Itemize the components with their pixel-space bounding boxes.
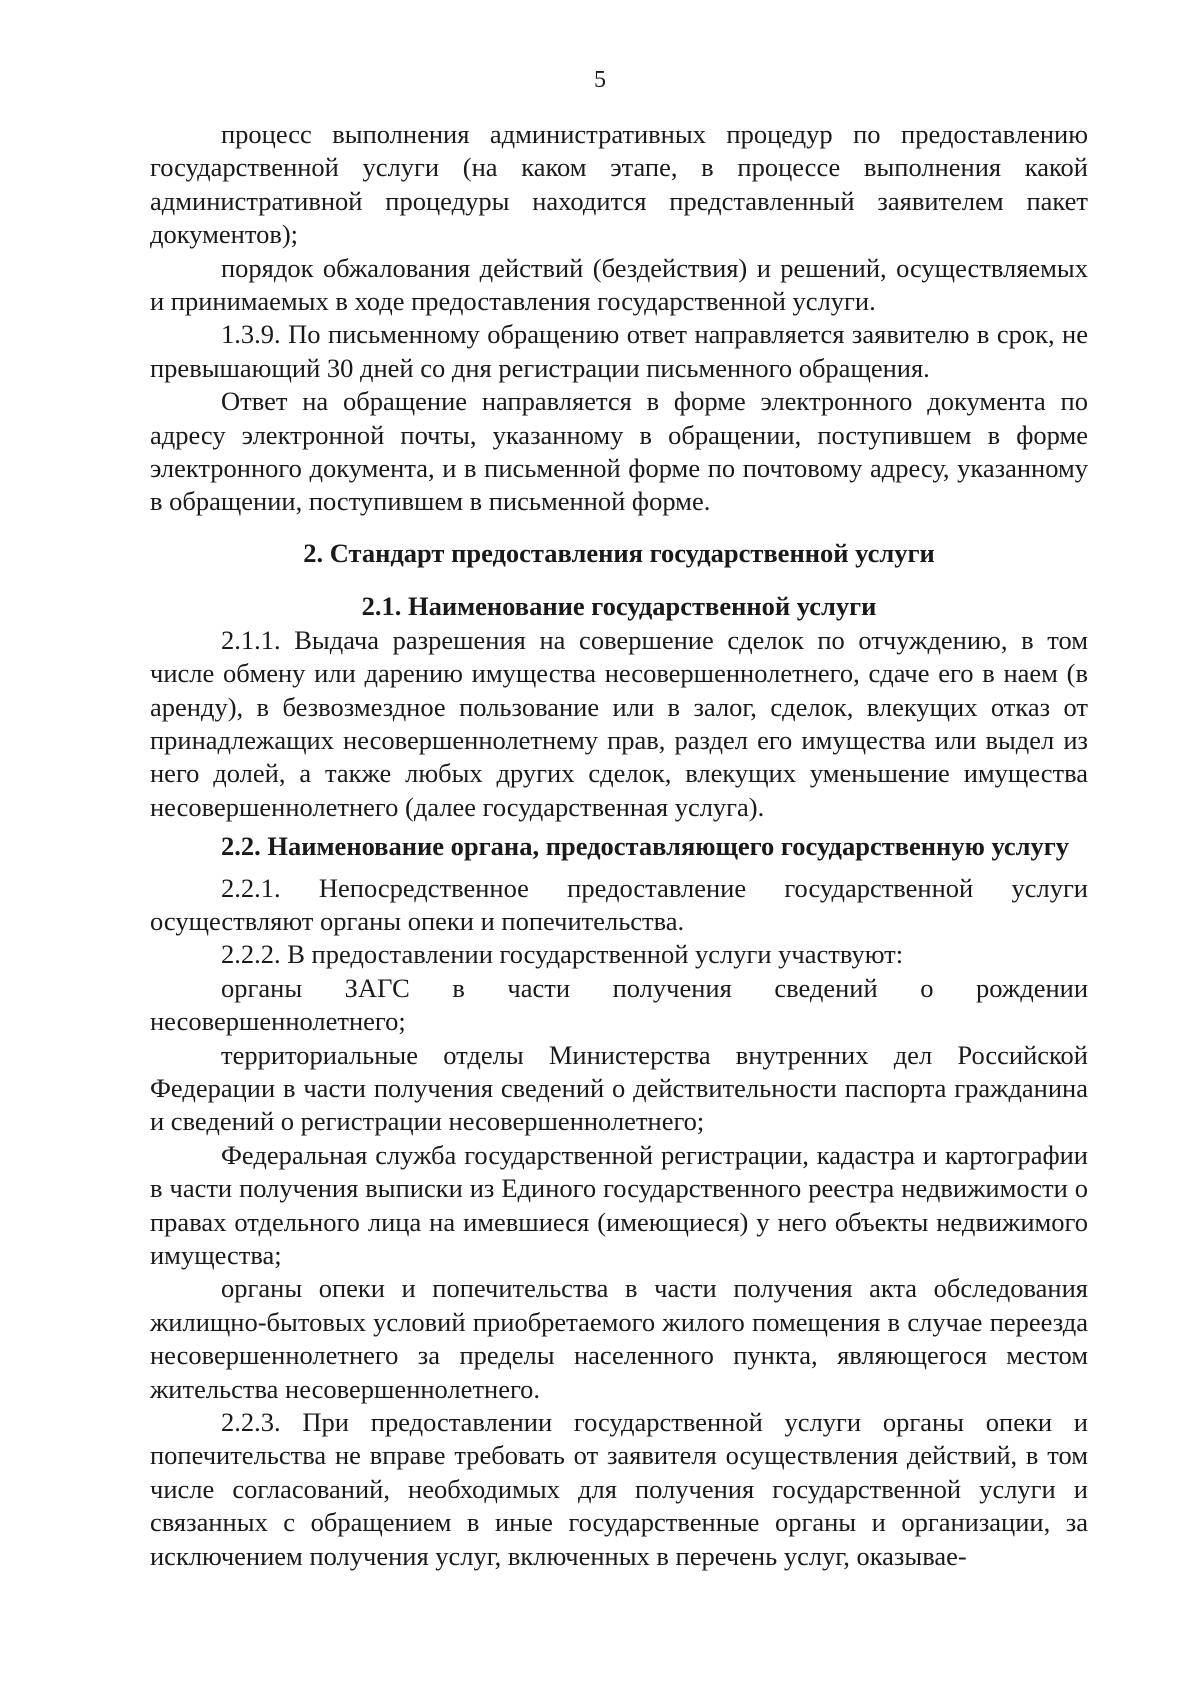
paragraph: процесс выполнения административных процедур по предоставлению государственной услуги (на каком этапе, в процессе выполнения какой административной процедуры находится представленный заявителем пакет документов); [150,119,1088,250]
paragraph: 2.2.1. Непосредственное предоставление государственной услуги осуществляют органы опеки и попечительства. [150,872,1088,936]
paragraph: органы опеки и попечительства в части получения акта обследования жилищно-бытовых условий приобретаемого жилого помещения в случае переезда несовершеннолетнего за пределы населенного пункта, являющегося местом жительства несовершеннолетнего. [150,1273,1088,1404]
section-title: 2. Стандарт предоставления государственной услуги [303,537,935,568]
paragraph: территориальные отделы Министерства внутренних дел Российской Федерации в части получения сведений о действительности паспорта гражданина и сведений о регистрации несовершеннолетнего; [150,1039,1088,1137]
paragraph: Федеральная служба государственной регистрации, кадастра и картографии в части получения выписки из Единого государственного реестра недвижимости о правах отдельного лица на имевшиеся (имеющиеся) у него объекты недвижимого имущества; [150,1139,1088,1270]
document-body [150,118,1088,1573]
paragraph: 2.2.2. В предоставлении государственной услуги участвуют: [221,939,904,970]
subsection-title: 2.2. Наименование органа, предоставляющего государственную услугу [221,831,1070,862]
paragraph: 2.1.1. Выдача разрешения на совершение сделок по отчуждению, в том числе обмену или дарению имущества несовершеннолетнего, сдаче его в наем (в аренду), в безвозмездное пользование или в залог, сделок, влекущих отказ от принадлежащих несовершеннолетнему прав, раздел его имущества или выдел из него долей, а также любых других сделок, влекущих уменьшение имущества несовершеннолетнего (далее государственная услуга). [150,624,1088,822]
paragraph: Ответ на обращение направляется в форме электронного документа по адресу электронной почты, указанному в обращении, поступившем в форме электронного документа, и в письменной форме по почтовому адресу, указанному в обращении, поступившем в письменной форме. [150,386,1088,517]
paragraph: 1.3.9. По письменному обращению ответ направляется заявителю в срок, не превышающий 30 дней со дня регистрации письменного обращения. [150,319,1088,383]
paragraph: 2.2.3. При предоставлении государственной услуги органы опеки и попечительства не вправе требовать от заявителя осуществления действий, в том числе согласований, необходимых для получения государственной услуги и связанных с обращением в иные государственные органы и организации, за исключением получения услуг, включенных в перечень услуг, оказывае- [150,1407,1088,1571]
subsection-title: 2.1. Наименование государственной услуги [361,591,877,622]
paragraph: порядок обжалования действий (бездействия) и решений, осуществляемых и принимаемых в ходе предоставления государственной услуги. [150,252,1088,317]
paragraph: органы ЗАГС в части получения сведений о рождении несовершеннолетнего; [150,972,1088,1037]
page-number: 5 [594,67,606,93]
